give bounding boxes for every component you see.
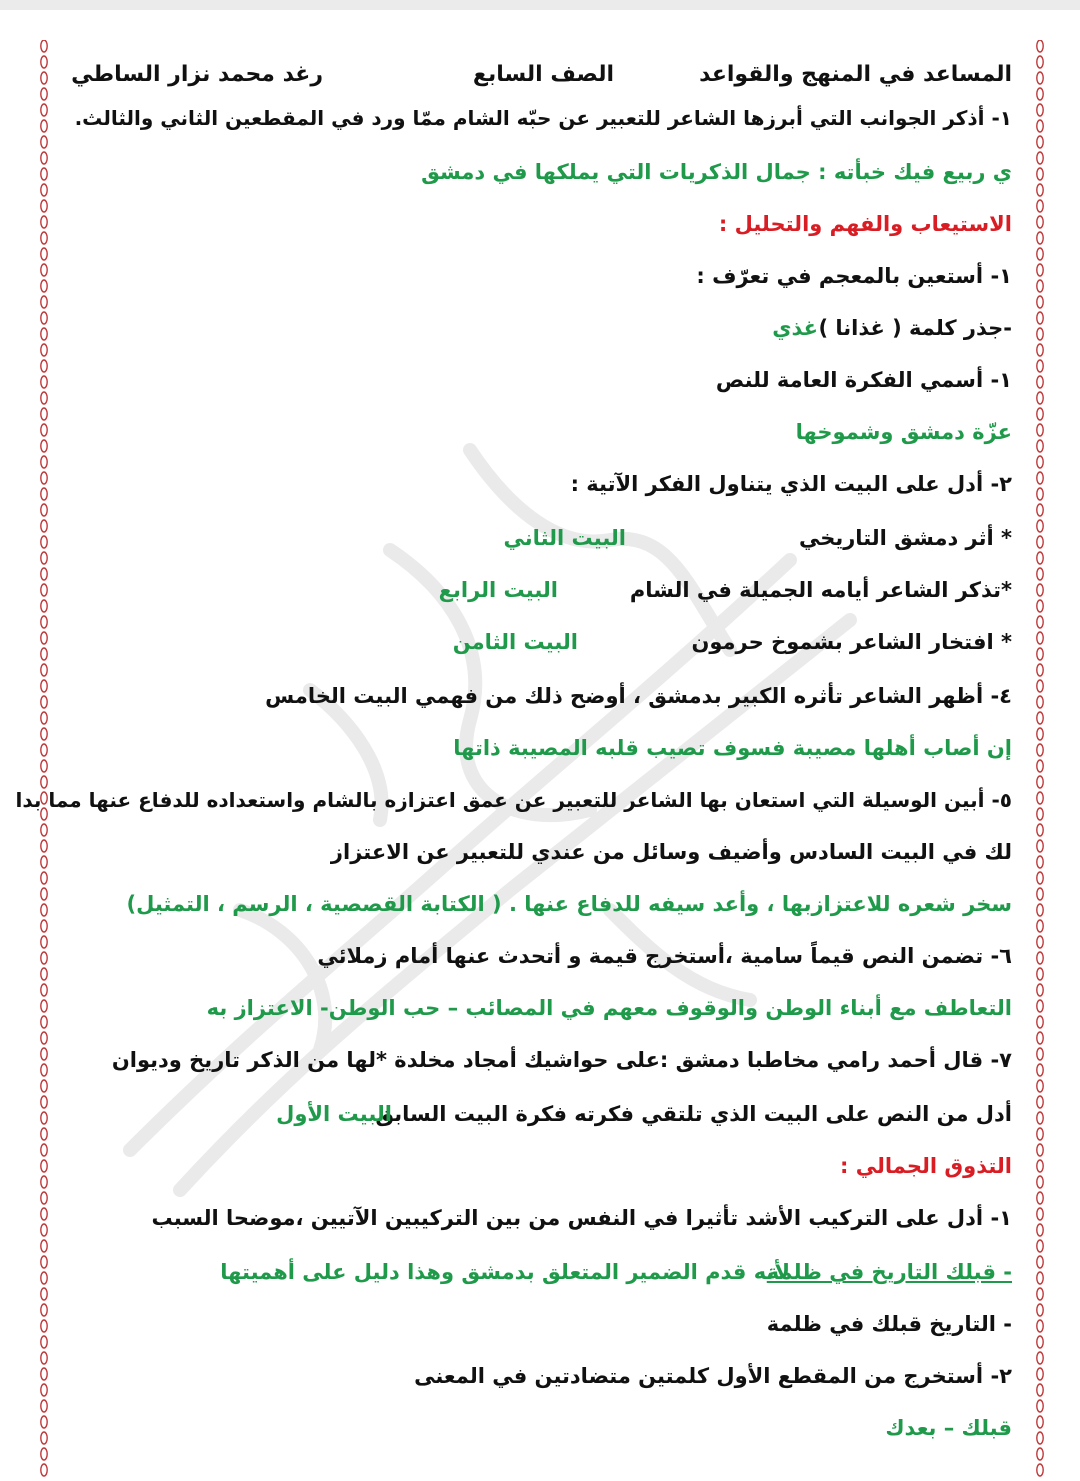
border-chain-link — [1037, 1112, 1043, 1124]
border-chain-link — [1037, 744, 1043, 756]
border-chain-link — [1037, 792, 1043, 804]
border-chain-link — [1037, 1288, 1043, 1300]
border-chain-link — [1037, 712, 1043, 724]
border-chain-link — [1037, 1208, 1043, 1220]
border-chain-link — [41, 1448, 47, 1460]
question-7-prompt: أدل من النص على البيت الذي تلتقي فكرته فكرة البيت السابق — [375, 1102, 1012, 1126]
border-chain-link — [41, 600, 47, 612]
border-chain-link — [41, 1032, 47, 1044]
border-chain-link — [41, 696, 47, 708]
border-chain-link — [41, 1416, 47, 1428]
border-chain-link — [41, 376, 47, 388]
aesthetic-option-a: - قبلك التاريخ في ظلمة — [766, 1260, 1012, 1284]
border-chain-link — [1037, 472, 1043, 484]
border-chain-link — [41, 856, 47, 868]
border-chain-link — [1037, 840, 1043, 852]
border-chain-link — [1037, 504, 1043, 516]
border-chain-link — [1037, 200, 1043, 212]
border-chain-link — [1037, 152, 1043, 164]
border-chain-link — [41, 1400, 47, 1412]
border-chain-link — [41, 952, 47, 964]
border-chain-link — [1037, 904, 1043, 916]
border-chain-link — [41, 152, 47, 164]
border-chain-link — [1037, 1160, 1043, 1172]
border-chain-link — [41, 136, 47, 148]
border-chain-link — [1037, 936, 1043, 948]
border-chain-link — [1037, 216, 1043, 228]
border-chain-link — [41, 280, 47, 292]
border-chain-link — [1037, 1400, 1043, 1412]
border-chain-link — [41, 312, 47, 324]
border-chain-link — [1037, 1256, 1043, 1268]
border-chain-link — [41, 248, 47, 260]
border-chain-link — [1037, 248, 1043, 260]
border-chain-link — [1037, 728, 1043, 740]
border-chain-link — [41, 56, 47, 68]
border-chain-link — [1037, 1000, 1043, 1012]
border-chain-link — [41, 824, 47, 836]
border-chain-link — [41, 584, 47, 596]
border-chain-link — [1037, 232, 1043, 244]
aesthetic-question-2: ٢- أستخرج من المقطع الأول كلمتين متضادتين في المعنى — [414, 1364, 1012, 1388]
question-4: ٤- أظهر الشاعر تأثره الكبير بدمشق ، أوضح ذلك من فهمي البيت الخامس — [265, 684, 1012, 708]
border-chain-link — [1037, 1032, 1043, 1044]
border-chain-link — [41, 1064, 47, 1076]
border-chain-link — [41, 488, 47, 500]
border-chain-link — [41, 1160, 47, 1172]
top-bar — [0, 0, 1080, 10]
border-chain-link — [1037, 184, 1043, 196]
border-chain-link — [41, 728, 47, 740]
border-chain-link — [41, 1272, 47, 1284]
border-chain-link — [41, 936, 47, 948]
border-chain-link — [1037, 312, 1043, 324]
border-chain-link — [41, 1384, 47, 1396]
border-chain-link — [41, 552, 47, 564]
border-chain-link — [41, 1000, 47, 1012]
border-chain-link — [41, 296, 47, 308]
border-chain-link — [1037, 1320, 1043, 1332]
border-chain-link — [41, 1432, 47, 1444]
border-chain-link — [1037, 1240, 1043, 1252]
border-chain-link — [41, 1112, 47, 1124]
border-chain-link — [41, 120, 47, 132]
border-chain-link — [1037, 856, 1043, 868]
border-chain-link — [1037, 488, 1043, 500]
border-chain-link — [1037, 1096, 1043, 1108]
border-chain-link — [1037, 280, 1043, 292]
aesthetic-option-b: - التاريخ قبلك في ظلمة — [766, 1312, 1012, 1336]
border-chain-link — [1037, 136, 1043, 148]
border-chain-link — [1037, 664, 1043, 676]
border-chain-link — [41, 776, 47, 788]
border-chain-link — [1037, 984, 1043, 996]
border-chain-link — [41, 1304, 47, 1316]
border-chain-link — [1037, 632, 1043, 644]
border-chain-link — [41, 1128, 47, 1140]
border-chain-link — [41, 1352, 47, 1364]
border-chain-link — [1037, 344, 1043, 356]
border-chain-link — [1037, 1272, 1043, 1284]
question-root: -جذر كلمة ( غذانا ) — [818, 316, 1012, 340]
border-chain-link — [41, 168, 47, 180]
section-heading-comprehension: الاستيعاب والفهم والتحليل : — [718, 212, 1012, 236]
border-chain-link — [41, 568, 47, 580]
border-chain-link — [1037, 1064, 1043, 1076]
border-chain-link — [1037, 40, 1043, 52]
border-chain-link — [1037, 264, 1043, 276]
border-chain-link — [1037, 56, 1043, 68]
border-chain-link — [1037, 552, 1043, 564]
border-chain-link — [41, 1016, 47, 1028]
border-chain-link — [41, 1192, 47, 1204]
border-chain-link — [1037, 328, 1043, 340]
border-chain-link — [1037, 872, 1043, 884]
header-author: رغد محمد نزار الساطي — [71, 62, 323, 87]
question-6: ٦- تضمن النص قيماً سامية ،أستخرج قيمة و أتحدث عنها أمام زملائي — [317, 944, 1012, 968]
question-1: ١- أذكر الجوانب التي أبرزها الشاعر للتعبير عن حبّه الشام ممّا ورد في المقطعين الثاني والثالث. — [74, 106, 1012, 130]
border-chain-link — [1037, 296, 1043, 308]
border-chain-link — [41, 392, 47, 404]
border-chain-link — [1037, 1080, 1043, 1092]
question-general-idea: ١- أسمي الفكرة العامة للنص — [715, 368, 1012, 392]
border-chain-link — [1037, 120, 1043, 132]
border-chain-link — [1037, 1336, 1043, 1348]
border-chain-link — [1037, 1464, 1043, 1476]
border-chain-link — [41, 984, 47, 996]
document-page — [0, 10, 1080, 1481]
border-chain-link — [41, 1256, 47, 1268]
border-chain-link — [1037, 1144, 1043, 1156]
border-chain-link — [1037, 520, 1043, 532]
border-chain-link — [41, 872, 47, 884]
answer-1: ي ربيع فيك خبأته : جمال الذكريات التي يملكها في دمشق — [421, 160, 1012, 184]
border-chain-link — [41, 1224, 47, 1236]
answer-idea-memories: البيت الرابع — [438, 578, 558, 602]
border-chain-link — [41, 264, 47, 276]
idea-hermon: * افتخار الشاعر بشموخ حرمون — [691, 630, 1012, 654]
border-chain-link — [41, 504, 47, 516]
answer-4: إن أصاب أهلها مصيبة فسوف تصيب قلبه المصيبة ذاتها — [453, 736, 1012, 760]
border-chain-link — [41, 1336, 47, 1348]
border-chain-link — [1037, 680, 1043, 692]
border-chain-link — [41, 648, 47, 660]
border-chain-link — [41, 472, 47, 484]
idea-history: * أثر دمشق التاريخي — [798, 526, 1012, 550]
border-chain-link — [1037, 616, 1043, 628]
border-chain-link — [41, 360, 47, 372]
border-chain-link — [1037, 1048, 1043, 1060]
header-grade: الصف السابع — [472, 62, 614, 87]
border-chain-link — [1037, 600, 1043, 612]
border-chain-link — [41, 456, 47, 468]
border-chain-link — [41, 104, 47, 116]
border-chain-link — [1037, 1416, 1043, 1428]
border-chain-link — [41, 664, 47, 676]
border-chain-link — [1037, 648, 1043, 660]
border-chain-link — [1037, 1176, 1043, 1188]
border-chain-link — [1037, 376, 1043, 388]
border-chain-link — [1037, 888, 1043, 900]
border-chain-link — [1037, 1192, 1043, 1204]
border-chain-link — [41, 88, 47, 100]
border-chain-link — [41, 216, 47, 228]
question-dictionary: ١- أستعين بالمعجم في تعرّف : — [696, 264, 1012, 288]
border-chain-link — [41, 840, 47, 852]
border-chain-link — [41, 904, 47, 916]
border-chain-link — [41, 520, 47, 532]
border-chain-link — [41, 536, 47, 548]
border-chain-link — [1037, 568, 1043, 580]
border-chain-link — [41, 744, 47, 756]
border-chain-link — [41, 1320, 47, 1332]
border-chain-link — [1037, 1304, 1043, 1316]
border-chain-link — [1037, 1128, 1043, 1140]
border-chain-link — [41, 184, 47, 196]
border-chain-link — [1037, 1368, 1043, 1380]
border-chain-link — [41, 328, 47, 340]
aesthetic-question-1: ١- أدل على التركيب الأشد تأثيرا في النفس من بين التركيبين الآتيين ،موضحا السبب — [151, 1206, 1012, 1230]
question-5: ٥- أبين الوسيلة التي استعان بها الشاعر للتعبير عن عمق اعتزازه بالشام واستعداده للدفاع عنها مما بدا — [15, 788, 1012, 812]
border-chain-link — [41, 344, 47, 356]
border-chain-link — [41, 616, 47, 628]
border-chain-link — [1037, 88, 1043, 100]
border-chain-link — [1037, 424, 1043, 436]
border-chain-link — [1037, 824, 1043, 836]
answer-6: التعاطف مع أبناء الوطن والوقوف معهم في المصائب – حب الوطن- الاعتزاز به — [206, 996, 1012, 1020]
border-chain-link — [41, 232, 47, 244]
border-chain-link — [41, 1144, 47, 1156]
border-chain-link — [1037, 536, 1043, 548]
border-chain-link — [1037, 1016, 1043, 1028]
section-heading-aesthetic: التذوق الجمالي : — [840, 1154, 1012, 1178]
answer-general-idea: عزّة دمشق وشموخها — [795, 420, 1012, 444]
border-chain-link — [1037, 1224, 1043, 1236]
border-chain-link — [41, 920, 47, 932]
border-chain-link — [1037, 776, 1043, 788]
border-chain-link — [1037, 760, 1043, 772]
question-5-continued: لك في البيت السادس وأضيف وسائل من عندي للتعبير عن الاعتزاز — [330, 840, 1012, 864]
border-chain-link — [1037, 360, 1043, 372]
aesthetic-answer-reason: لأنه قدم الضمير المتعلق بدمشق وهذا دليل على أهميتها — [220, 1260, 790, 1284]
border-chain-link — [41, 72, 47, 84]
border-chain-link — [1037, 584, 1043, 596]
border-chain-link — [41, 408, 47, 420]
border-chain-link — [41, 1080, 47, 1092]
border-chain-link — [41, 888, 47, 900]
aesthetic-answer-2: قبلك – بعدك — [885, 1416, 1012, 1440]
header-subject: المساعد في المنهج والقواعد — [699, 62, 1012, 87]
border-chain-link — [1037, 168, 1043, 180]
border-chain-link — [41, 1464, 47, 1476]
border-chain-link — [41, 1368, 47, 1380]
question-7: ٧- قال أحمد رامي مخاطبا دمشق :على حواشيك أمجاد مخلدة *لها من الذكر تاريخ وديوان — [111, 1048, 1012, 1072]
border-chain-link — [41, 1240, 47, 1252]
border-chain-link — [1037, 392, 1043, 404]
border-chain-link — [41, 680, 47, 692]
border-chain-link — [1037, 104, 1043, 116]
border-chain-link — [41, 1176, 47, 1188]
border-chain-link — [1037, 72, 1043, 84]
border-chain-link — [41, 968, 47, 980]
answer-5: سخر شعره للاعتزازبها ، وأعد سيفه للدفاع عنها . ( الكتابة القصصية ، الرسم ، التمثيل) — [126, 892, 1012, 916]
answer-7: البيت الأول — [276, 1102, 392, 1126]
border-chain-link — [1037, 808, 1043, 820]
border-chain-link — [41, 1096, 47, 1108]
answer-idea-hermon: البيت الثامن — [452, 630, 578, 654]
decorative-border-left — [38, 40, 50, 1480]
question-2: ٢- أدل على البيت الذي يتناول الفكر الآتية : — [570, 472, 1012, 496]
border-chain-link — [1037, 920, 1043, 932]
answer-idea-history: البيت الثاني — [503, 526, 626, 550]
border-chain-link — [1037, 1432, 1043, 1444]
border-chain-link — [1037, 952, 1043, 964]
border-chain-link — [41, 1048, 47, 1060]
border-chain-link — [1037, 1448, 1043, 1460]
border-chain-link — [1037, 440, 1043, 452]
border-chain-link — [1037, 1384, 1043, 1396]
border-chain-link — [1037, 1352, 1043, 1364]
border-chain-link — [41, 40, 47, 52]
border-chain-link — [1037, 456, 1043, 468]
border-chain-link — [1037, 408, 1043, 420]
border-chain-link — [41, 760, 47, 772]
border-chain-link — [1037, 696, 1043, 708]
border-chain-link — [41, 632, 47, 644]
decorative-border-right — [1034, 40, 1046, 1480]
border-chain-link — [41, 712, 47, 724]
border-chain-link — [1037, 968, 1043, 980]
border-chain-link — [41, 440, 47, 452]
border-chain-link — [41, 200, 47, 212]
answer-root: غذي — [772, 316, 818, 340]
border-chain-link — [41, 424, 47, 436]
idea-memories: *تذكر الشاعر أيامه الجميلة في الشام — [629, 578, 1012, 602]
border-chain-link — [41, 1288, 47, 1300]
border-chain-link — [41, 1208, 47, 1220]
